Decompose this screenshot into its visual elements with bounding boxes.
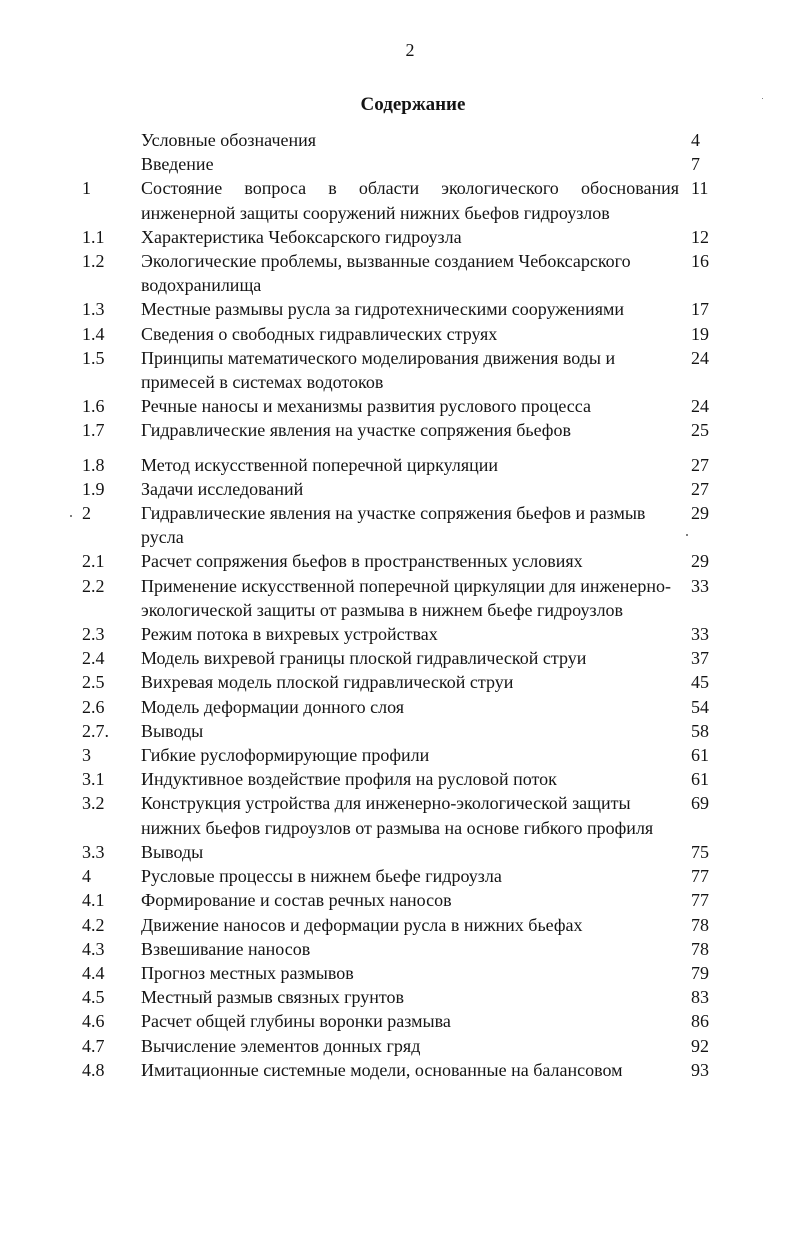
toc-entry-title: Режим потока в вихревых устройствах — [141, 624, 438, 645]
toc-entry-page: 69 — [691, 793, 709, 814]
toc-entry-title: Характеристика Чебоксарского гидроузла — [141, 226, 462, 247]
toc-entry-title: Прогноз местных размывов — [141, 962, 354, 983]
toc-entry-title: Формирование и состав речных наносов — [141, 890, 452, 911]
toc-entry-page: 78 — [691, 938, 709, 959]
toc-entry-number: 2.4 — [82, 648, 105, 669]
toc-entry — [0, 1034, 796, 1058]
toc-entry-page: 92 — [691, 1035, 709, 1056]
toc-entry-page: 79 — [691, 962, 709, 983]
toc-entry — [0, 322, 796, 346]
toc-entry-title: Задачи исследований — [141, 478, 304, 499]
toc-entry-title: Состояние вопроса в области экологического обоснования инженерной защиты сооружений нижних бьефов гидроузлов — [141, 178, 679, 223]
toc-entry — [0, 864, 796, 888]
toc-entry-page: 77 — [691, 866, 709, 887]
toc-entry-number: 3.2 — [82, 793, 105, 814]
toc-entry — [0, 719, 796, 743]
toc-entry-number: 3.1 — [82, 769, 105, 790]
toc-entry — [0, 346, 796, 394]
toc-entry-page: 54 — [691, 696, 709, 717]
toc-entry-page: 58 — [691, 720, 709, 741]
toc-entry — [0, 453, 796, 477]
scan-speck — [686, 534, 688, 536]
toc-entry-number: 4.2 — [82, 914, 105, 935]
toc-entry-page: 11 — [691, 178, 709, 199]
toc-entry-page: 61 — [691, 745, 709, 766]
toc-entry — [0, 791, 796, 839]
toc-entry-title: Местный размыв связных грунтов — [141, 987, 405, 1008]
toc-entry-title: Местные размывы русла за гидротехническими сооружениями — [141, 299, 624, 320]
toc-entry-title: Расчет общей глубины воронки размыва — [141, 1011, 451, 1032]
toc-entry-number: 1.1 — [82, 226, 105, 247]
toc-entry-number: 4 — [82, 866, 91, 887]
toc-entry-title: Конструкция устройства для инженерно-экологической защиты нижних бьефов гидроузлов от размыва на основе гибкого профиля — [141, 793, 654, 838]
toc-entry-page: 25 — [691, 420, 709, 441]
toc-entry-number: 2.3 — [82, 624, 105, 645]
toc-title: Содержание — [360, 94, 466, 115]
toc-entry-page: 16 — [691, 251, 709, 272]
toc-entry-page: 4 — [691, 130, 700, 150]
toc-entry-title: Индуктивное воздействие профиля на русловой поток — [141, 769, 557, 790]
toc-entry-number: 1 — [82, 178, 91, 199]
toc-entry-number: 2.6 — [82, 696, 105, 717]
toc-entry-page: 86 — [691, 1011, 709, 1032]
toc-entry — [0, 297, 796, 321]
toc-entry-title: Русловые процессы в нижнем бьефе гидроузла — [141, 866, 502, 887]
toc-entry — [0, 501, 796, 549]
toc-entry — [0, 1058, 796, 1082]
toc-entry-title: Гибкие руслоформирующие профили — [141, 745, 430, 766]
toc-entry-page: 12 — [691, 226, 709, 247]
toc-entry-number: 2.2 — [82, 575, 105, 596]
toc-entry-page: 83 — [691, 987, 709, 1008]
toc-entry-title: Условные обозначения — [141, 130, 317, 150]
toc-entry — [0, 937, 796, 961]
toc-entry-number: 3.3 — [82, 841, 105, 862]
toc-entry-page: 24 — [691, 347, 709, 368]
toc-entry-page: 24 — [691, 396, 709, 417]
toc-list — [0, 128, 796, 1082]
toc-entry-page: 93 — [691, 1059, 709, 1080]
toc-entry-title: Движение наносов и деформации русла в нижних бьефах — [141, 914, 583, 935]
toc-entry-title: Модель вихревой границы плоской гидравлической струи — [141, 648, 587, 669]
toc-entry-number: 4.8 — [82, 1059, 105, 1080]
toc-entry-page: 37 — [691, 648, 709, 669]
toc-entry-title: Гидравлические явления на участке сопряжения бьефов и размыв русла — [141, 503, 646, 548]
toc-entry-title: Вихревая модель плоской гидравлической струи — [141, 672, 514, 693]
toc-entry-title: Гидравлические явления на участке сопряжения бьефов — [141, 420, 571, 441]
toc-entry-page: 19 — [691, 323, 709, 344]
toc-entry — [0, 695, 796, 719]
toc-entry-page: 33 — [691, 624, 709, 645]
toc-entry-title: Введение — [141, 154, 214, 175]
toc-entry-page: 29 — [691, 551, 709, 572]
toc-entry — [0, 840, 796, 864]
toc-entry-title: Имитационные системные модели, основанные на балансовом — [141, 1059, 623, 1080]
toc-entry-title: Применение искусственной поперечной циркуляции для инженерно-экологической защиты от размыва в нижнем бьефе гидроузлов — [141, 575, 671, 620]
toc-entry — [0, 128, 796, 152]
toc-entry — [0, 913, 796, 937]
toc-entry — [0, 418, 796, 442]
scan-speck — [70, 515, 72, 517]
toc-entry-number: 4.1 — [82, 890, 105, 911]
scan-speck — [762, 98, 763, 99]
toc-entry-number: 3 — [82, 745, 91, 766]
toc-entry — [0, 225, 796, 249]
toc-entry-number: 2.7. — [82, 720, 109, 741]
toc-entry-page: 75 — [691, 841, 709, 862]
toc-entry-title: Вычисление элементов донных гряд — [141, 1035, 421, 1056]
toc-entry-page: 17 — [691, 299, 709, 320]
toc-entry — [0, 985, 796, 1009]
toc-entry — [0, 622, 796, 646]
toc-entry-number: 1.4 — [82, 323, 105, 344]
toc-entry-title: Экологические проблемы, вызванные созданием Чебоксарского водохранилища — [141, 251, 631, 296]
toc-entry — [0, 888, 796, 912]
toc-entry — [0, 549, 796, 573]
toc-entry-title: Метод искусственной поперечной циркуляции — [141, 454, 499, 475]
toc-entry-number: 1.9 — [82, 478, 105, 499]
toc-entry-page: 78 — [691, 914, 709, 935]
toc-entry-number: 4.4 — [82, 962, 105, 983]
toc-entry-number: 1.2 — [82, 251, 105, 272]
toc-entry — [0, 646, 796, 670]
toc-entry-number: 1.8 — [82, 454, 105, 475]
toc-entry-number: 4.6 — [82, 1011, 105, 1032]
toc-entry — [0, 1009, 796, 1033]
toc-entry-page: 7 — [691, 154, 700, 175]
toc-entry-number: 1.6 — [82, 396, 105, 417]
toc-entry-page: 33 — [691, 575, 709, 596]
toc-entry-title: Модель деформации донного слоя — [141, 696, 405, 717]
toc-entry-number: 4.3 — [82, 938, 105, 959]
toc-entry-number: 1.5 — [82, 347, 105, 368]
toc-entry-title: Взвешивание наносов — [141, 938, 311, 959]
toc-entry-page: 45 — [691, 672, 709, 693]
toc-entry — [0, 767, 796, 791]
toc-entry-number: 1.3 — [82, 299, 105, 320]
toc-entry-number: 2.5 — [82, 672, 105, 693]
toc-entry — [0, 249, 796, 297]
toc-entry — [0, 394, 796, 418]
toc-entry-page: 27 — [691, 478, 709, 499]
toc-entry-title: Расчет сопряжения бьефов в пространственных условиях — [141, 551, 583, 572]
toc-entry — [0, 670, 796, 694]
toc-entry-number: 1.7 — [82, 420, 105, 441]
toc-entry — [0, 176, 796, 224]
toc-entry-number: 4.7 — [82, 1035, 105, 1056]
toc-entry-title: Речные наносы и механизмы развития руслового процесса — [141, 396, 591, 417]
toc-entry — [0, 477, 796, 501]
toc-entry-title: Выводы — [141, 720, 204, 741]
toc-entry-number: 2 — [82, 503, 91, 524]
page-number: 2 — [405, 40, 415, 60]
toc-entry — [0, 961, 796, 985]
toc-entry-number: 2.1 — [82, 551, 105, 572]
toc-entry-number: 4.5 — [82, 987, 105, 1008]
toc-entry-page: 27 — [691, 454, 709, 475]
toc-entry-page: 61 — [691, 769, 709, 790]
toc-entry-page: 77 — [691, 890, 709, 911]
toc-entry-title: Сведения о свободных гидравлических струях — [141, 323, 498, 344]
toc-entry — [0, 152, 796, 176]
toc-entry-title: Принципы математического моделирования движения воды и примесей в системах водотоков — [141, 347, 616, 393]
toc-entry-title: Выводы — [141, 841, 204, 862]
toc-entry-page: 29 — [691, 503, 709, 524]
toc-entry — [0, 574, 796, 622]
toc-entry — [0, 743, 796, 767]
